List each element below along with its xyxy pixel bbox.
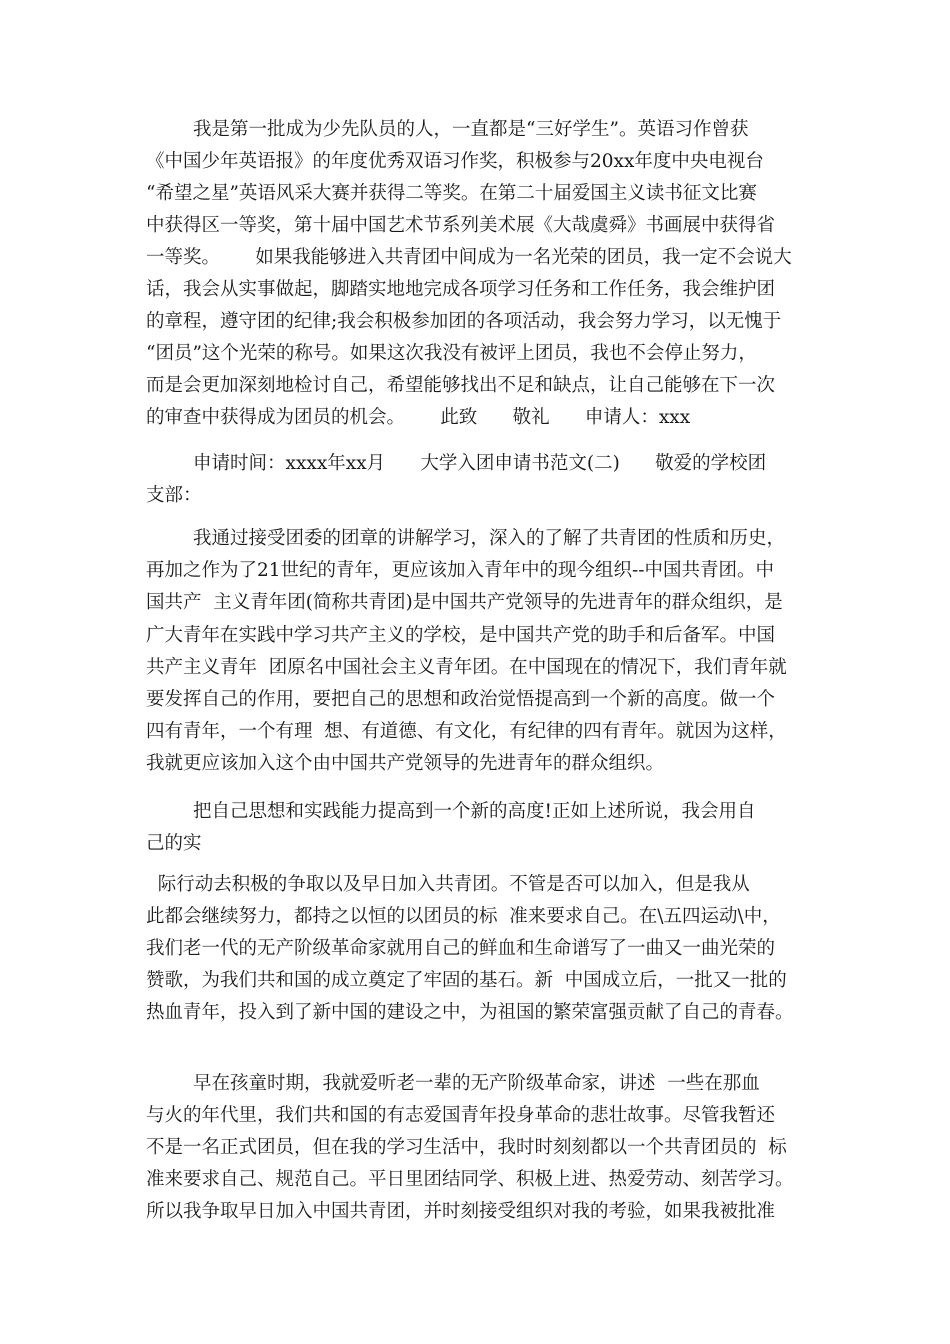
paragraph-raise-ability [146,796,755,860]
text-line: 我们老一代的无产阶级革命家就用自己的鲜血和生命谱写了一曲又一曲光荣的 [146,938,776,959]
text-line: 一等奖。 如果我能够进入共青团中间成为一名光荣的团员，我一定不会说大 [146,247,792,268]
text-line: 所以我争取早日加入中国共青团，并时刻接受组织对我的考验，如果我被批准 [146,1201,776,1222]
text-line: 准来要求自己、规范自己。平日里团结同学、积极上进、热爱劳动、刻苦学习。 [146,1169,794,1190]
text-line: 的审查中获得成为团员的机会。 此致 敬礼 申请人：xxx [146,407,691,428]
text-line: 《中国少年英语报》的年度优秀双语习作奖，积极参与20xx年度中央电视台 [146,151,764,172]
paragraph-actions-history [146,869,794,1029]
text-line: 把自己思想和实践能力提高到一个新的高度!正如上述所说，我会用自 [146,801,756,822]
text-line: 与火的年代里，我们共和国的有志爱国青年投身革命的悲壮故事。尽管我暂还 [146,1105,776,1126]
text-line: 支部： [146,485,202,506]
text-line: 际行动去积极的争取以及早日加入共青团。不管是否可以加入，但是我从 [146,874,750,895]
text-line: 热血青年，投入到了新中国的建设之中，为祖国的繁荣富强贡献了自己的青春。 [146,1002,794,1023]
text-line: 共产主义青年 团原名中国社会主义青年团。在中国现在的情况下，我们青年就 [146,656,787,678]
text-line: 我是第一批成为少先队员的人，一直都是“三好学生”。英语习作曾获 [146,119,749,140]
text-line: 再加之作为了21世纪的青年，更应该加入青年中的现今组织--中国共青团。中 [146,560,775,582]
text-line: 赞歌，为我们共和国的成立奠定了牢固的基石。新 中国成立后，一批又一批的 [146,970,787,991]
text-line: 广大青年在实践中学习共产主义的学校，是中国共产党的助手和后备军。中国 [146,624,776,646]
paragraph-childhood [146,1068,794,1228]
text-line: 我通过接受团委的团章的讲解学习，深入的了解了共青团的性质和历史， [146,528,786,549]
text-line: 我就更应该加入这个由中国共产党领导的先进青年的群众组织。 [146,753,665,775]
text-line: “希望之星”英语风采大赛并获得二等奖。在第二十届爱国主义读书征文比赛 [146,183,757,204]
paragraph-application-date-heading [146,448,766,512]
paragraph-honors-and-pledge [146,114,792,434]
text-line: 中获得区一等奖，第十届中国艺术节系列美术展《大哉虞舜》书画展中获得省 [146,215,776,236]
text-line: 话，我会从实事做起，脚踏实地地完成各项学习任务和工作任务，我会维护团 [146,279,776,300]
text-line: “团员”这个光荣的称号。如果这次我没有被评上团员，我也不会停止努力， [146,343,757,364]
text-line: 此都会继续努力，都持之以恒的以团员的标 准来要求自己。在\五四运动\中， [146,906,781,927]
text-line: 不是一名正式团员，但在我的学习生活中，我时时刻刻都以一个共青团员的 标 [146,1137,787,1158]
text-line: 早在孩童时期，我就爱听老一辈的无产阶级革命家，讲述 一些在那血 [146,1073,760,1094]
text-line: 国共产 主义青年团(简称共青团)是中国共产党领导的先进青年的群众组织，是 [146,592,783,614]
text-line: 而是会更加深刻地检讨自己，希望能够找出不足和缺点，让自己能够在下一次 [146,375,776,396]
text-line: 要发挥自己的作用，要把自己的思想和政治觉悟提高到一个新的高度。做一个 [146,688,776,710]
paragraph-league-nature [146,523,787,781]
text-line: 的章程，遵守团的纪律;我会积极参加团的各项活动，我会努力学习，以无愧于 [146,311,782,332]
text-line: 四有青年，一个有理 想、有道德、有文化，有纪律的四有青年。就因为这样， [146,721,787,743]
text-line: 申请时间：xxxx年xx月 大学入团申请书范文(二) 敬爱的学校团 [146,453,767,474]
text-line: 己的实 [146,833,202,854]
